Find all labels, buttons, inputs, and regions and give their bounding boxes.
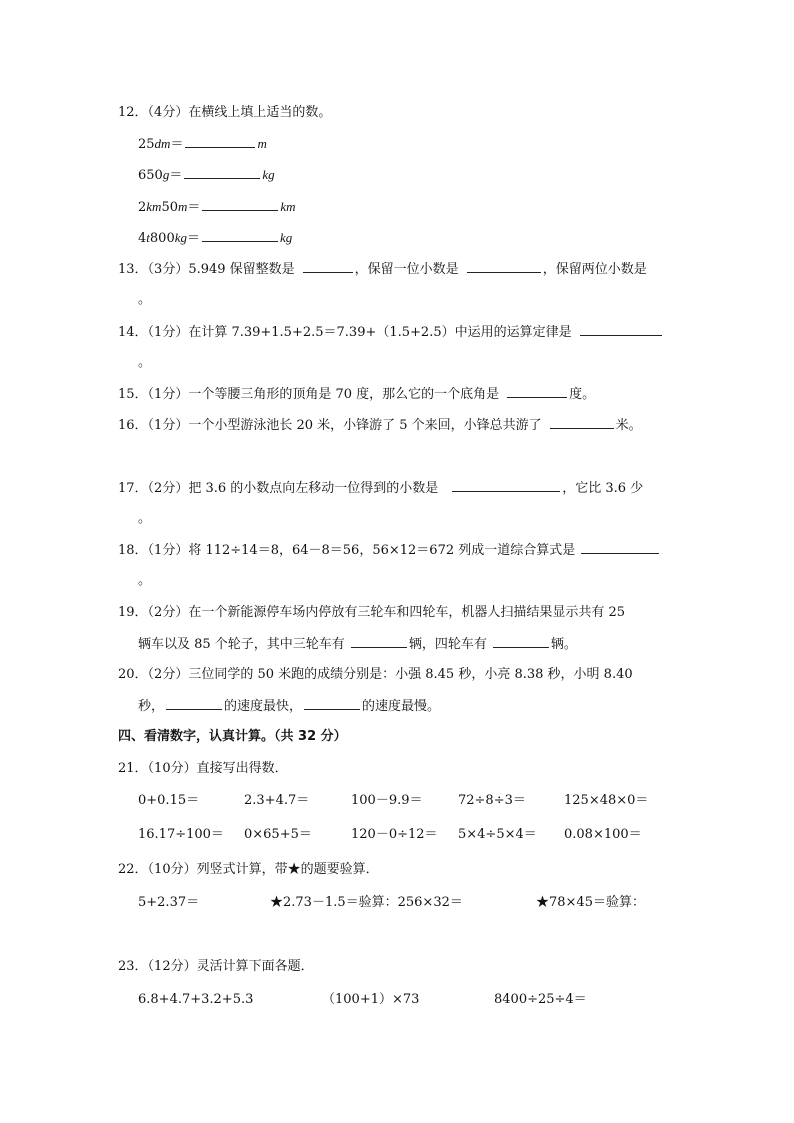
q14: 14．（1分）在计算 7.39+1.5+2.5＝7.39+（1.5+2.5）中运用的运算定律是 [118,323,664,341]
answer-blank[interactable] [467,260,541,273]
answer-blank[interactable] [581,541,659,554]
q12-row2: 650g＝ kg [138,167,275,183]
section-heading: 四、看清数字，认真计算。（共 32 分） [118,729,347,744]
q19: 19．（2分）在一个新能源停车场内停放有三轮车和四轮车，机器人扫描结果显示共有 25 [118,605,625,620]
q21-item: 100－9.9＝ [351,793,423,808]
q20: 20．（2分）三位同学的 50 米跑的成绩分别是：小强 8.45 秒，小亮 8.38 秒，小明 8.40 [118,667,633,682]
q21-item: 125×48×0＝ [564,793,649,808]
q21-stem: 21．（10分）直接写出得数． [118,761,288,776]
answer-blank[interactable] [304,697,360,710]
q21-item: 16.17÷100＝ [138,827,224,842]
q12-row1: 25dm＝ m [138,136,267,152]
q12-row3: 2km50m＝ km [138,199,296,215]
answer-blank[interactable] [202,229,278,242]
q22-stem: 22．（10分）列竖式计算，带★的题要验算． [118,862,379,877]
q23-item: （100+1）×73 [322,992,420,1007]
q20-line2: 秒， 的速度最快， 的速度最慢。 [138,699,441,714]
answer-blank[interactable] [580,323,662,336]
q21-item: 5×4÷5×4＝ [458,827,537,842]
answer-blank[interactable] [166,697,222,710]
answer-blank[interactable] [185,135,255,148]
answer-blank[interactable] [184,166,260,179]
q14-end: 。 [138,355,152,370]
q17: 17．（2分）把 3.6 的小数点向左移动一位得到的小数是 ，它比 3.6 少 [118,481,644,496]
q16: 16．（1分）一个小型游泳池长 20 米，小锋游了 5 个来回，小锋总共游了 米。 [118,418,642,433]
answer-blank[interactable] [493,635,549,648]
q21-item: 0+0.15＝ [138,793,200,808]
q12-stem: 12．（4分）在横线上填上适当的数。 [118,105,332,120]
q15: 15．（1分）一个等腰三角形的顶角是 70 度，那么它的一个底角是 度。 [118,387,596,402]
q18-end: 。 [138,573,152,588]
q23-item: 8400÷25÷4＝ [494,992,587,1007]
q23-stem: 23．（12分）灵活计算下面各题． [118,959,314,974]
q22-item: ★2.73－1.5＝验算：256×32＝ [270,895,463,910]
q19-line2: 辆车以及 85 个轮子，其中三轮车有 辆，四轮车有 辆。 [138,637,577,652]
q21-item: 0×65+5＝ [244,827,312,842]
q12-row4: 4t800kg＝ kg [138,230,293,246]
q13: 13．（3分）5.949 保留整数是 ，保留一位小数是 ，保留两位小数是 [118,262,647,277]
q23-item: 6.8+4.7+3.2+5.3 [138,992,254,1007]
answer-blank[interactable] [452,479,560,492]
answer-blank[interactable] [303,260,353,273]
q21-item: 0.08×100＝ [564,827,642,842]
answer-blank[interactable] [507,385,567,398]
q22-item: 5+2.37＝ [138,895,200,910]
q21-item: 120－0÷12＝ [351,827,438,842]
answer-blank[interactable] [202,198,278,211]
answer-blank[interactable] [351,635,407,648]
answer-blank[interactable] [550,416,614,429]
q13-end: 。 [138,292,152,307]
q22-item: ★78×45＝验算： [536,895,645,910]
q21-item: 2.3+4.7＝ [244,793,310,808]
q21-item: 72÷8÷3＝ [458,793,526,808]
q17-end: 。 [138,511,152,526]
q18: 18．（1分）将 112÷14＝8，64－8＝56，56×12＝672 列成一道综合算式是 [118,541,661,559]
